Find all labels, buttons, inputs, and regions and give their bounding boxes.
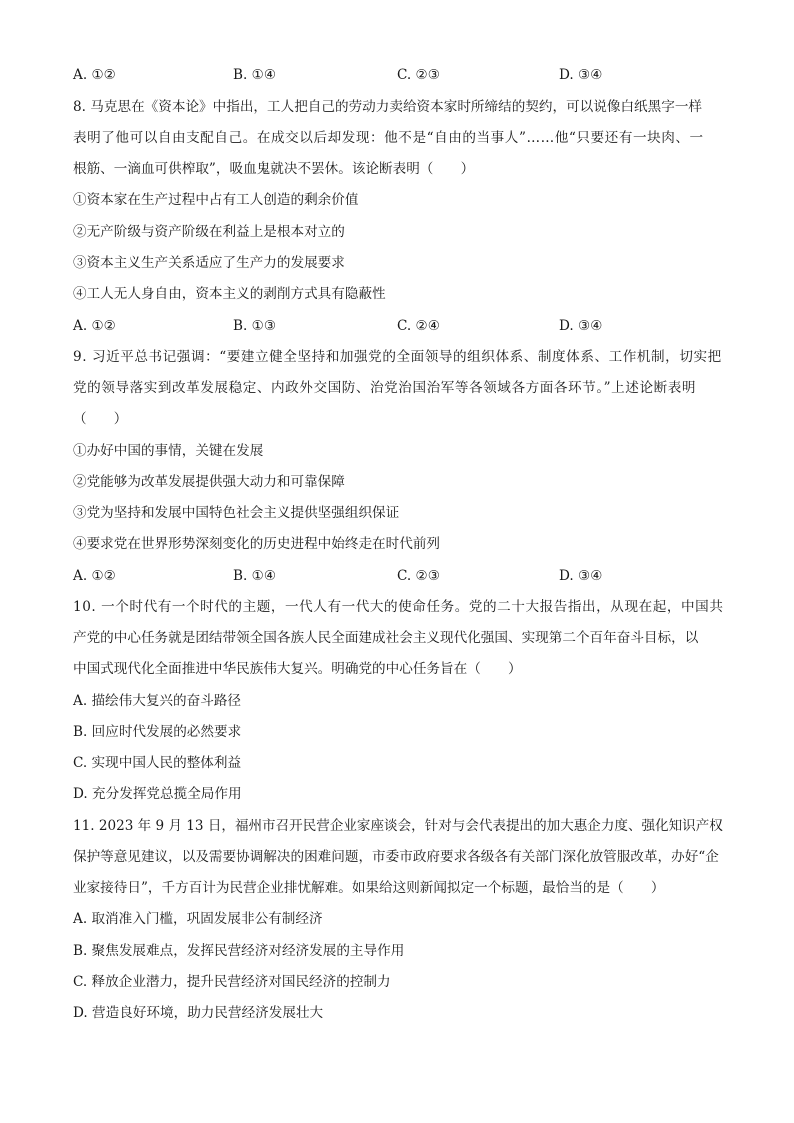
q8-stem-line-1: 8. 马克思在《资本论》中指出，工人把自己的劳动力卖给资本家时所缔结的契约，可以说像白纸黑字一样 [73,99,703,115]
q8-stem-line-2: 表明了他可以自由支配自己。在成交以后却发现：他不是“自由的当事人”……他“只要还有一块肉、一 [73,130,704,146]
q9-option-b[interactable]: B. ①④ [233,568,277,584]
q10-choice-a[interactable]: A. 描绘伟大复兴的奋斗路径 [73,693,241,709]
q8-option-a[interactable]: A. ①② [73,318,116,334]
q8-statement-3: ③资本主义生产关系适应了生产力的发展要求 [73,255,345,271]
q9-stem-line-1: 9. 习近平总书记强调：“要建立健全坚持和加强党的全面领导的组织体系、制度体系、工作机制，切实把 [73,349,722,365]
q10-stem-line-2: 产党的中心任务就是团结带领全国各族人民全面建成社会主义现代化强国、实现第二个百年奋斗目标，以 [73,630,699,646]
q9-statement-3: ③党为坚持和发展中国特色社会主义提供坚强组织保证 [73,505,400,521]
q7-option-c[interactable]: C. ②③ [397,67,440,83]
q11-choice-a[interactable]: A. 取消准入门槛，巩固发展非公有制经济 [73,911,323,927]
q8-statement-2: ②无产阶级与资产阶级在利益上是根本对立的 [73,224,345,240]
q8-stem-line-3: 根筋、一滴血可供榨取”，吸血鬼就决不罢休。该论断表明（ ） [73,161,475,177]
q7-options [73,65,723,85]
q11-stem-line-2: 保护等意见建议，以及需要协调解决的困难问题，市委市政府要求各级各有关部门深化放管服改革，办好“企 [73,849,719,865]
q8-option-b[interactable]: B. ①③ [233,318,277,334]
q9-option-d[interactable]: D. ③④ [559,568,603,584]
q11-choice-b[interactable]: B. 聚焦发展难点，发挥民营经济对经济发展的主导作用 [73,943,405,959]
q7-option-d[interactable]: D. ③④ [559,67,603,83]
q10-choice-b[interactable]: B. 回应时代发展的必然要求 [73,724,242,740]
q10-choice-d[interactable]: D. 充分发挥党总揽全局作用 [73,786,242,802]
q9-options [73,566,723,586]
q9-stem-line-2: 党的领导落实到改革发展稳定、内政外交国防、治党治国治军等各领域各方面各环节。”上述论断表明 [73,380,697,396]
q8-option-c[interactable]: C. ②④ [397,318,440,334]
q10-choice-c[interactable]: C. 实现中国人民的整体利益 [73,755,242,771]
q9-option-a[interactable]: A. ①② [73,568,116,584]
q9-statement-2: ②党能够为改革发展提供强大动力和可靠保障 [73,474,345,490]
q7-option-a[interactable]: A. ①② [73,67,116,83]
q9-stem-line-3: （ ） [73,411,128,427]
q9-statement-1: ①办好中国的事情，关键在发展 [73,443,264,459]
q9-option-c[interactable]: C. ②③ [397,568,440,584]
q11-choice-c[interactable]: C. 释放企业潜力，提升民营经济对国民经济的控制力 [73,974,391,990]
q10-stem-line-1: 10. 一个时代有一个时代的主题，一代人有一代大的使命任务。党的二十大报告指出，从现在起，中国共 [73,599,724,615]
q8-statement-1: ①资本家在生产过程中占有工人创造的剩余价值 [73,192,359,208]
q8-statement-4: ④工人无人身自由，资本主义的剥削方式具有隐蔽性 [73,286,386,302]
q7-option-b[interactable]: B. ①④ [233,67,277,83]
q11-stem-line-1: 11. 2023 年 9 月 13 日，福州市召开民营企业家座谈会，针对与会代表提出的加大惠企力度、强化知识产权 [73,818,723,834]
q10-stem-line-3: 中国式现代化全面推进中华民族伟大复兴。明确党的中心任务旨在（ ） [73,661,522,677]
q11-stem-line-3: 业家接待日”，千方百计为民营企业排忧解难。如果给这则新闻拟定一个标题，最恰当的是（ ） [73,880,665,896]
q8-option-d[interactable]: D. ③④ [559,318,603,334]
q11-choice-d[interactable]: D. 营造良好环境，助力民营经济发展壮大 [73,1005,324,1021]
q8-options [73,316,723,336]
q9-statement-4: ④要求党在世界形势深刻变化的历史进程中始终走在时代前列 [73,536,441,552]
